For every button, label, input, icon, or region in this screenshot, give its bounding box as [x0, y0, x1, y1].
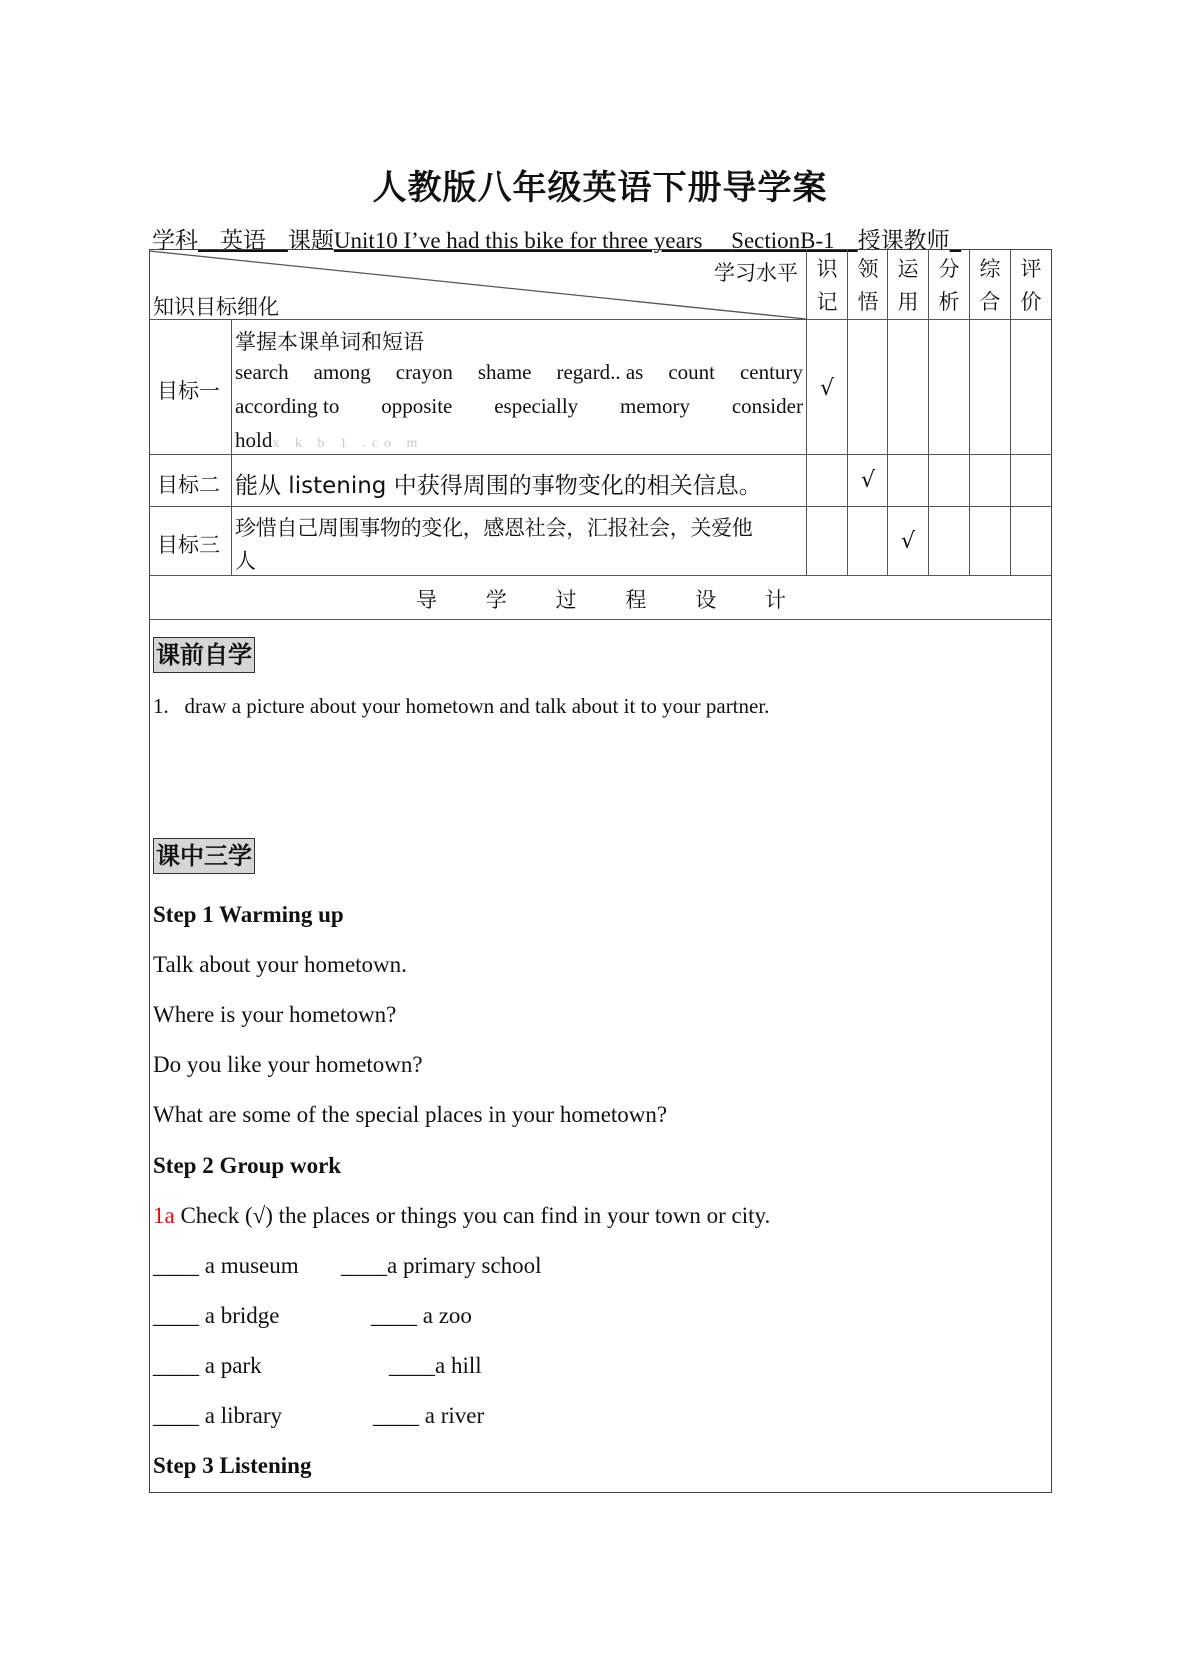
goal-2-text: 能从 listening 中获得周围的事物变化的相关信息。: [235, 473, 762, 499]
step-3-title: Step 3 Listening: [153, 1453, 312, 1478]
place-item-park: ____ a park: [153, 1353, 262, 1378]
divider: [149, 454, 1052, 455]
subject-label: 学科: [152, 228, 198, 254]
step-1-line: Do you like your hometown?: [153, 1052, 423, 1077]
level-header-synthesize: 综 合: [979, 257, 1001, 314]
goal-1-heading: 掌握本课单词和短语: [235, 330, 424, 354]
level-header-comprehend: 领 悟: [857, 257, 879, 314]
pre-class-heading: 课前自学: [153, 637, 255, 673]
goal-3-check: √: [900, 529, 916, 554]
goal-1-vocab-line-3: holdx k b 1 .co m: [235, 428, 424, 452]
step-1-line: Talk about your hometown.: [153, 952, 407, 977]
process-heading: 导 学 过 程 设 计: [416, 588, 786, 612]
place-item-hill: ____a hill: [389, 1353, 482, 1378]
goal-3-text-line-2: 人: [235, 549, 256, 573]
watermark: x k b 1 .co m: [272, 436, 424, 451]
page-title: 人教版八年级英语下册导学案: [372, 168, 828, 208]
place-item-museum: ____ a museum: [153, 1253, 299, 1278]
task-1a: 1a Check (√) the places or things you can find in your town or city.: [153, 1203, 771, 1228]
place-item-zoo: ____ a zoo: [371, 1303, 472, 1328]
level-header-evaluate: 评 价: [1020, 257, 1042, 314]
goal-1-check: √: [819, 376, 835, 401]
divider: [149, 506, 1052, 507]
topic-value: Unit10 I’ve had this bike for three years SectionB-1: [333, 228, 835, 253]
level-header-analyze: 分 析: [938, 257, 960, 314]
divider: [149, 575, 1052, 576]
place-item-primary-school: ____a primary school: [341, 1253, 542, 1278]
corner-bottom-label: 知识目标细化: [153, 295, 279, 319]
in-class-heading: 课中三学: [153, 838, 255, 874]
goal-2-check: √: [860, 468, 876, 493]
level-header-apply: 运 用: [897, 257, 919, 314]
goal-1-vocab-line-1: search among crayon shame regard.. as count century: [235, 360, 803, 384]
step-1-line: Where is your hometown?: [153, 1002, 397, 1027]
goal-1-label: 目标一: [157, 379, 220, 403]
corner-top-label: 学习水平: [714, 261, 798, 285]
step-1-title: Step 1 Warming up: [153, 902, 344, 927]
step-2-title: Step 2 Group work: [153, 1153, 342, 1178]
place-item-river: ____ a river: [373, 1403, 485, 1428]
teacher-label: 授课教师: [857, 228, 950, 254]
place-item-library: ____ a library: [153, 1403, 283, 1428]
topic-label: 课题: [287, 228, 334, 254]
goal-3-text-line-1: 珍惜自己周围事物的变化，感恩社会，汇报社会，关爱他: [235, 516, 753, 540]
goal-3-label: 目标三: [157, 533, 220, 557]
subject-value: 英语: [219, 228, 266, 254]
task-label: 1a: [153, 1203, 175, 1228]
place-item-bridge: ____ a bridge: [153, 1303, 280, 1328]
divider: [231, 319, 232, 575]
pre-class-item-1: 1. draw a picture about your hometown and talk about it to your partner.: [153, 694, 770, 718]
step-1-line: What are some of the special places in your hometown?: [153, 1102, 668, 1127]
goal-1-vocab-line-2: according to opposite especially memory consider: [235, 394, 803, 418]
goal-2-label: 目标二: [157, 473, 220, 497]
divider: [149, 619, 1052, 620]
level-header-recall: 识 记: [816, 257, 838, 314]
